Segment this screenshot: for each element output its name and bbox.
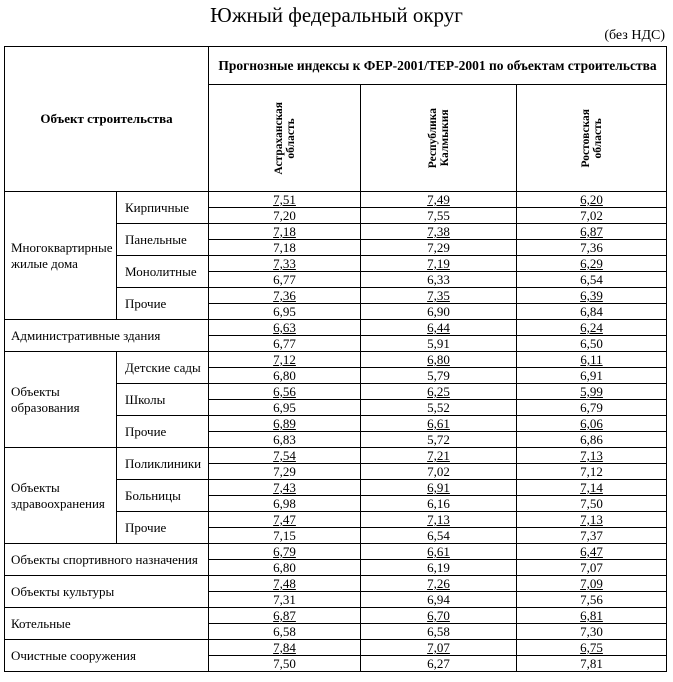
index-value-bottom: 7,02 [361,463,516,479]
index-value-bottom: 6,58 [209,623,360,639]
index-value-top: 6,39 [580,288,603,303]
subtype-label: Монолитные [117,256,209,288]
index-cell [361,384,517,416]
index-value-top: 7,47 [273,512,296,527]
index-value-bottom: 6,95 [209,399,360,415]
index-value-top: 6,25 [427,384,450,399]
index-value-bottom: 6,80 [209,367,360,383]
subtype-label: Кирпичные [117,192,209,224]
index-value-top: 7,13 [580,448,603,463]
index-value-bottom: 6,98 [209,495,360,511]
index-cell [517,608,667,640]
table-row [5,576,667,608]
index-value-top: 7,14 [580,480,603,495]
index-value-top: 7,12 [273,352,296,367]
table-row [5,640,667,672]
object-label: Котельные [5,608,209,640]
object-label: Административные здания [5,320,209,352]
index-value-bottom: 6,79 [517,399,666,415]
index-value-bottom: 5,91 [361,335,516,351]
object-label: Объекты культуры [5,576,209,608]
index-value-bottom: 6,83 [209,431,360,447]
index-value-top: 6,20 [580,192,603,207]
index-cell [361,480,517,512]
index-cell [209,192,361,224]
index-value-bottom: 6,27 [361,655,516,671]
subtype-label: Детские сады [117,352,209,384]
index-value-top: 6,87 [580,224,603,239]
index-value-bottom: 7,02 [517,207,666,223]
index-value-bottom: 7,56 [517,591,666,607]
object-label: Очистные сооружения [5,640,209,672]
index-cell [517,640,667,672]
index-value-bottom: 5,52 [361,399,516,415]
index-cell [361,416,517,448]
index-cell [517,416,667,448]
index-value-bottom: 6,94 [361,591,516,607]
index-cell [209,224,361,256]
index-cell [517,448,667,480]
index-cell [209,576,361,608]
index-value-bottom: 6,19 [361,559,516,575]
index-value-bottom: 7,30 [517,623,666,639]
index-cell [361,544,517,576]
index-value-top: 7,09 [580,576,603,591]
index-value-bottom: 6,54 [517,271,666,287]
index-cell [361,192,517,224]
index-cell [517,352,667,384]
table-row [5,352,667,384]
page-title: Южный федеральный округ [210,3,463,27]
index-value-bottom: 7,20 [209,207,360,223]
index-value-bottom: 7,15 [209,527,360,543]
index-cell [517,384,667,416]
index-value-bottom: 7,37 [517,527,666,543]
index-value-top: 6,80 [427,352,450,367]
index-value-top: 6,87 [273,608,296,623]
object-label: Объекты спортивного назначения [5,544,209,576]
index-cell [361,288,517,320]
index-cell [209,544,361,576]
index-cell [209,352,361,384]
index-value-top: 7,26 [427,576,450,591]
table-row [5,448,667,480]
index-value-bottom: 6,33 [361,271,516,287]
index-value-bottom: 6,84 [517,303,666,319]
index-value-bottom: 7,50 [209,655,360,671]
group-label: Объекты здравоохранения [5,448,117,544]
index-value-bottom: 7,12 [517,463,666,479]
subtype-label: Прочие [117,512,209,544]
index-value-top: 6,81 [580,608,603,623]
index-value-top: 7,51 [273,192,296,207]
index-value-bottom: 5,79 [361,367,516,383]
index-value-top: 7,19 [427,256,450,271]
index-value-top: 6,75 [580,640,603,655]
group-label: Многоквартирные жилые дома [5,192,117,320]
index-cell [517,544,667,576]
index-cell [517,512,667,544]
table-row [5,320,667,352]
index-cell [517,576,667,608]
index-cell [361,352,517,384]
index-value-bottom: 5,72 [361,431,516,447]
object-header: Объект строительства [5,47,209,192]
index-value-bottom: 6,16 [361,495,516,511]
table-row [5,608,667,640]
index-value-top: 7,33 [273,256,296,271]
index-cell [209,288,361,320]
index-value-top: 7,36 [273,288,296,303]
index-value-top: 6,11 [580,352,603,367]
index-value-top: 6,61 [427,544,450,559]
index-cell [361,224,517,256]
index-value-top: 7,13 [427,512,450,527]
index-value-top: 7,43 [273,480,296,495]
region-header-kalmykia: Республика Калмыкия [361,85,517,192]
index-value-top: 7,18 [273,224,296,239]
index-cell [517,288,667,320]
subtype-label: Больницы [117,480,209,512]
index-value-top: 7,84 [273,640,296,655]
index-value-bottom: 6,86 [517,431,666,447]
index-value-top: 6,06 [580,416,603,431]
index-cell [209,256,361,288]
index-value-bottom: 6,77 [209,335,360,351]
index-cell [209,608,361,640]
index-cell [361,608,517,640]
index-cell [517,256,667,288]
index-cell [209,320,361,352]
index-value-bottom: 7,55 [361,207,516,223]
index-value-bottom: 6,90 [361,303,516,319]
subtype-label: Поликлиники [117,448,209,480]
index-cell [209,512,361,544]
index-value-top: 6,29 [580,256,603,271]
subtype-label: Прочие [117,288,209,320]
group-label: Объекты образования [5,352,117,448]
index-value-bottom: 6,58 [361,623,516,639]
index-value-bottom: 7,18 [209,239,360,255]
index-value-top: 6,24 [580,320,603,335]
index-cell [209,416,361,448]
index-value-bottom: 6,77 [209,271,360,287]
region-header-rostov: Ростовская область [517,85,667,192]
index-cell [361,448,517,480]
index-value-top: 6,56 [273,384,296,399]
region-header-astrakhan: Астраханская область [209,85,361,192]
index-value-top: 6,63 [273,320,296,335]
index-cell [361,256,517,288]
index-value-top: 7,49 [427,192,450,207]
index-cell [517,192,667,224]
index-value-top: 5,99 [580,384,603,399]
index-cell [517,224,667,256]
index-value-top: 6,91 [427,480,450,495]
index-value-bottom: 7,29 [209,463,360,479]
vat-note: (без НДС) [604,28,665,43]
index-value-top: 6,89 [273,416,296,431]
index-value-bottom: 7,36 [517,239,666,255]
index-value-top: 7,54 [273,448,296,463]
index-value-top: 7,35 [427,288,450,303]
index-value-top: 7,07 [427,640,450,655]
index-value-bottom: 6,50 [517,335,666,351]
index-cell [517,480,667,512]
index-value-top: 7,38 [427,224,450,239]
subtype-label: Панельные [117,224,209,256]
index-value-top: 6,61 [427,416,450,431]
index-value-top: 7,48 [273,576,296,591]
index-value-bottom: 7,29 [361,239,516,255]
table-row [5,544,667,576]
price-index-table [4,46,667,672]
index-cell [361,512,517,544]
index-cell [517,320,667,352]
index-value-bottom: 6,91 [517,367,666,383]
index-value-bottom: 7,81 [517,655,666,671]
table-row [5,192,667,224]
index-value-bottom: 6,95 [209,303,360,319]
index-value-top: 6,47 [580,544,603,559]
index-cell [361,640,517,672]
index-cell [361,320,517,352]
index-value-top: 7,21 [427,448,450,463]
index-value-bottom: 7,07 [517,559,666,575]
index-cell [209,640,361,672]
indices-header: Прогнозные индексы к ФЕР-2001/ТЕР-2001 по объектам строительства [209,47,667,85]
index-value-bottom: 7,50 [517,495,666,511]
index-cell [209,448,361,480]
index-value-bottom: 6,80 [209,559,360,575]
subtype-label: Прочие [117,416,209,448]
index-cell [361,576,517,608]
index-value-bottom: 7,31 [209,591,360,607]
index-value-top: 6,70 [427,608,450,623]
index-cell [209,480,361,512]
subtype-label: Школы [117,384,209,416]
index-value-top: 6,44 [427,320,450,335]
index-cell [209,384,361,416]
index-value-top: 7,13 [580,512,603,527]
index-value-bottom: 6,54 [361,527,516,543]
index-value-top: 6,79 [273,544,296,559]
